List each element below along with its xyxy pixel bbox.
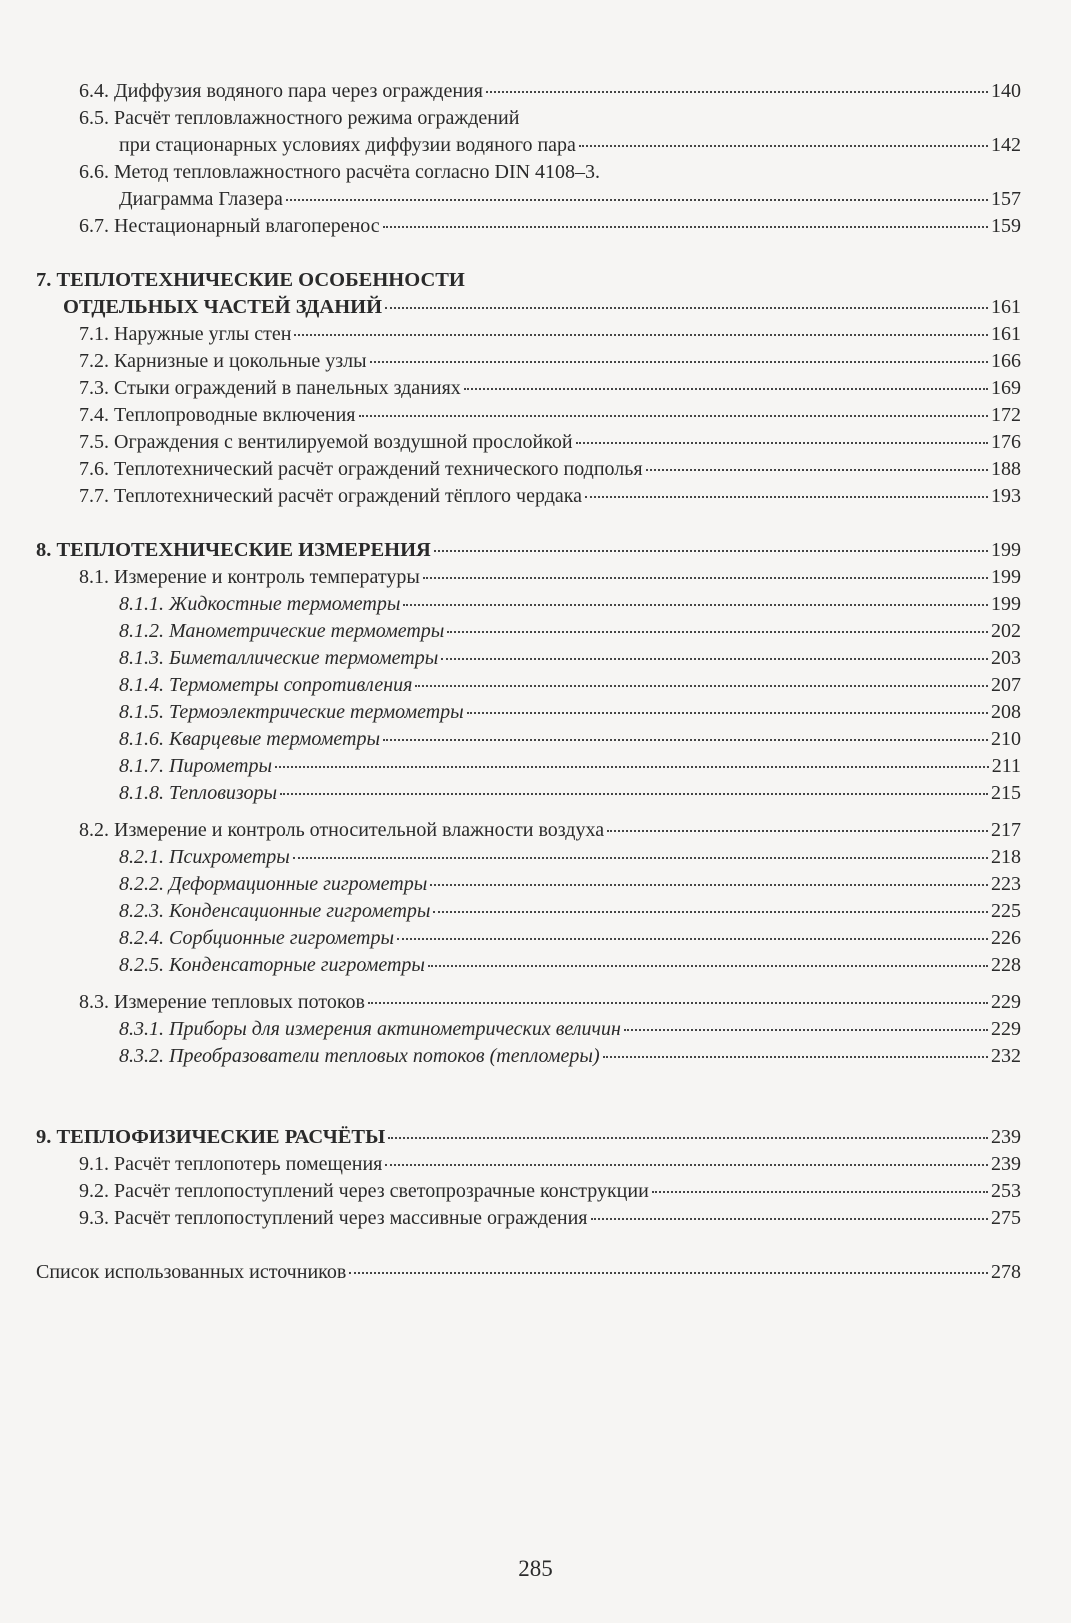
dot-leader (603, 1055, 988, 1058)
toc-entry-page: 161 (991, 323, 1021, 345)
toc-entry-page: 217 (991, 819, 1021, 841)
dot-leader (388, 1136, 988, 1139)
toc-entry-title: 8.1.3. Биметаллические термометры (119, 647, 439, 669)
toc-entry-title: 8.2. Измерение и контроль относительной влажности воздуха (79, 819, 605, 841)
dot-leader (430, 883, 988, 886)
page-number: 285 (518, 1556, 553, 1581)
toc-entry[interactable] (36, 1016, 1021, 1043)
toc-entry-title: 8.1.8. Тепловизоры (119, 782, 278, 804)
toc-entry-title: 8.1.4. Термометры сопротивления (119, 674, 413, 696)
dot-leader (368, 1001, 988, 1004)
toc-entry[interactable] (36, 1205, 1021, 1232)
toc-entry-title: 8.1.1. Жидкостные термометры (119, 593, 401, 615)
toc-entry-title: 8.1. Измерение и контроль температуры (79, 566, 420, 588)
toc-entry-title: 6.4. Диффузия водяного пара через ограждения (79, 80, 483, 102)
toc-entry-title: 7.4. Теплопроводные включения (79, 404, 356, 426)
toc-entry[interactable] (36, 105, 1021, 132)
dot-leader (280, 792, 988, 795)
toc-entry-title: 8.2.2. Деформационные гигрометры (119, 873, 428, 895)
toc-entry-page: 215 (991, 782, 1021, 804)
toc-entry-page: 172 (991, 404, 1021, 426)
toc-entry-title: 8.3.1. Приборы для измерения актинометрических величин (119, 1018, 621, 1040)
dot-leader (403, 603, 988, 606)
toc-entry[interactable] (36, 456, 1021, 483)
toc-entry-page: 193 (991, 485, 1021, 507)
section-spacer (36, 1232, 1021, 1259)
toc-entry-title: 8.1.5. Термоэлектрические термометры (119, 701, 464, 723)
toc-entry-title: 9.2. Расчёт теплопоступлений через светопрозрачные конструкции (79, 1180, 649, 1202)
dot-leader (591, 1217, 988, 1220)
toc-entry-title: 8.2.1. Психрометры (119, 846, 290, 868)
dot-leader (486, 90, 988, 93)
toc-entry[interactable] (36, 1259, 1021, 1286)
dot-leader (383, 738, 988, 741)
dot-leader (286, 198, 988, 201)
toc-entry[interactable] (36, 645, 1021, 672)
toc-entry-title: 7.7. Теплотехнический расчёт ограждений тёплого чердака (79, 485, 583, 507)
toc-entry[interactable] (36, 537, 1021, 564)
dot-leader (385, 1163, 988, 1166)
section-spacer (36, 510, 1021, 537)
toc-entry[interactable] (36, 1151, 1021, 1178)
toc-entry[interactable] (36, 753, 1021, 780)
toc-entry-title: Диаграмма Глазера (119, 188, 283, 210)
toc-entry[interactable] (36, 564, 1021, 591)
dot-leader (447, 630, 988, 633)
toc-entry-page: 211 (991, 755, 1021, 777)
toc-entry[interactable] (36, 483, 1021, 510)
toc-entry-title: 7.5. Ограждения с вентилируемой воздушной прослойкой (79, 431, 573, 453)
toc-entry-title: 8.2.3. Конденсационные гигрометры (119, 900, 431, 922)
toc-entry-page: 229 (991, 991, 1021, 1013)
dot-leader (433, 910, 988, 913)
toc-entry[interactable] (36, 817, 1021, 844)
toc-entry[interactable] (36, 898, 1021, 925)
toc-entry[interactable] (36, 294, 1021, 321)
toc-entry-page: 169 (991, 377, 1021, 399)
toc-entry-title: 8. ТЕПЛОТЕХНИЧЕСКИЕ ИЗМЕРЕНИЯ (36, 539, 431, 561)
toc-entry-page: 199 (991, 593, 1021, 615)
toc-entry-title: 9.1. Расчёт теплопотерь помещения (79, 1153, 383, 1175)
toc-entry-title: 7.2. Карнизные и цокольные узлы (79, 350, 367, 372)
toc-entry[interactable] (36, 186, 1021, 213)
section-spacer (36, 807, 1021, 817)
toc-entry-title: 8.1.7. Пирометры (119, 755, 273, 777)
toc-entry[interactable] (36, 429, 1021, 456)
toc-entry[interactable] (36, 321, 1021, 348)
toc-entry-title: 9.3. Расчёт теплопоступлений через массивные ограждения (79, 1207, 588, 1229)
toc-entry-title: 6.7. Нестационарный влагоперенос (79, 215, 380, 237)
dot-leader (652, 1190, 988, 1193)
toc-entry[interactable] (36, 871, 1021, 898)
toc-entry-page: 159 (991, 215, 1021, 237)
toc-entry-title: 7.6. Теплотехнический расчёт ограждений технического подполья (79, 458, 643, 480)
toc-entry[interactable] (36, 780, 1021, 807)
toc-entry-page: 140 (991, 80, 1021, 102)
toc-entry-page: 188 (991, 458, 1021, 480)
dot-leader (585, 495, 988, 498)
toc-entry[interactable] (36, 591, 1021, 618)
dot-leader (359, 414, 988, 417)
toc-entry-title: 8.1.2. Манометрические термометры (119, 620, 445, 642)
toc-entry-page: 207 (991, 674, 1021, 696)
toc-entry-page: 157 (991, 188, 1021, 210)
toc-entry-page: 278 (991, 1261, 1021, 1283)
toc-entry-page: 225 (991, 900, 1021, 922)
toc-entry-page: 228 (991, 954, 1021, 976)
dot-leader (423, 576, 988, 579)
toc-entry-title: 8.1.6. Кварцевые термометры (119, 728, 380, 750)
dot-leader (624, 1028, 988, 1031)
toc-entry-title: 6.6. Метод тепловлажностного расчёта согласно DIN 4108–3. (79, 161, 601, 183)
toc-entry-title: Список использованных источников (36, 1261, 347, 1283)
toc-entry-page: 203 (991, 647, 1021, 669)
toc-entry[interactable] (36, 375, 1021, 402)
toc-entry-page: 275 (991, 1207, 1021, 1229)
toc-entry[interactable] (36, 699, 1021, 726)
toc-entry-title: 7. ТЕПЛОТЕХНИЧЕСКИЕ ОСОБЕННОСТИ (36, 269, 465, 291)
toc-entry[interactable] (36, 159, 1021, 186)
section-spacer (36, 240, 1021, 267)
toc-entry-page: 166 (991, 350, 1021, 372)
dot-leader (467, 711, 988, 714)
toc-entry-page: 199 (991, 539, 1021, 561)
toc-entry[interactable] (36, 618, 1021, 645)
toc-entry[interactable] (36, 989, 1021, 1016)
dot-leader (385, 306, 988, 309)
dot-leader (464, 387, 988, 390)
dot-leader (349, 1271, 988, 1274)
toc-entry-page: 223 (991, 873, 1021, 895)
dot-leader (576, 441, 988, 444)
toc-entry-page: 208 (991, 701, 1021, 723)
toc-entry-title: 8.2.4. Сорбционные гигрометры (119, 927, 395, 949)
toc-entry-title: 8.3. Измерение тепловых потоков (79, 991, 365, 1013)
toc-entry-page: 176 (991, 431, 1021, 453)
toc-entry[interactable] (36, 267, 1021, 294)
toc-entry-page: 239 (991, 1153, 1021, 1175)
dot-leader (275, 765, 989, 768)
toc-entry[interactable] (36, 1178, 1021, 1205)
toc-entry-page: 210 (991, 728, 1021, 750)
toc-entry-page: 161 (991, 296, 1021, 318)
toc-entry-title: при стационарных условиях диффузии водяного пара (119, 134, 576, 156)
toc-entry[interactable] (36, 925, 1021, 952)
dot-leader (428, 964, 988, 967)
toc-entry[interactable] (36, 132, 1021, 159)
section-spacer (36, 1097, 1021, 1124)
dot-leader (646, 468, 988, 471)
toc-entry[interactable] (36, 1124, 1021, 1151)
toc-entry-title: 7.3. Стыки ограждений в панельных зданиях (79, 377, 461, 399)
dot-leader (415, 684, 988, 687)
dot-leader (579, 144, 988, 147)
table-of-contents (36, 78, 1021, 1286)
toc-entry[interactable] (36, 402, 1021, 429)
toc-entry[interactable] (36, 1043, 1021, 1070)
toc-entry-page: 142 (991, 134, 1021, 156)
toc-entry[interactable] (36, 348, 1021, 375)
toc-entry-title: ОТДЕЛЬНЫХ ЧАСТЕЙ ЗДАНИЙ (63, 296, 383, 318)
toc-entry-title: 8.2.5. Конденсаторные гигрометры (119, 954, 425, 976)
dot-leader (293, 856, 988, 859)
dot-leader (607, 829, 988, 832)
toc-entry[interactable] (36, 213, 1021, 240)
dot-leader (397, 937, 988, 940)
section-spacer (36, 1070, 1021, 1097)
toc-entry-page: 218 (991, 846, 1021, 868)
dot-leader (441, 657, 988, 660)
toc-entry-page: 253 (991, 1180, 1021, 1202)
toc-entry[interactable] (36, 672, 1021, 699)
toc-entry-title: 9. ТЕПЛОФИЗИЧЕСКИЕ РАСЧЁТЫ (36, 1126, 386, 1148)
toc-entry-page: 232 (991, 1045, 1021, 1067)
toc-entry[interactable] (36, 78, 1021, 105)
toc-entry-page: 229 (991, 1018, 1021, 1040)
section-spacer (36, 979, 1021, 989)
toc-entry[interactable] (36, 952, 1021, 979)
toc-entry-page: 239 (991, 1126, 1021, 1148)
toc-entry-page: 199 (991, 566, 1021, 588)
dot-leader (383, 225, 988, 228)
toc-entry-title: 7.1. Наружные углы стен (79, 323, 292, 345)
dot-leader (434, 549, 988, 552)
toc-entry-page: 226 (991, 927, 1021, 949)
toc-entry-page: 202 (991, 620, 1021, 642)
toc-entry-title: 6.5. Расчёт тепловлажностного режима ограждений (79, 107, 520, 129)
toc-entry[interactable] (36, 844, 1021, 871)
toc-entry[interactable] (36, 726, 1021, 753)
dot-leader (294, 333, 988, 336)
dot-leader (370, 360, 988, 363)
toc-entry-title: 8.3.2. Преобразователи тепловых потоков (тепломеры) (119, 1045, 600, 1067)
